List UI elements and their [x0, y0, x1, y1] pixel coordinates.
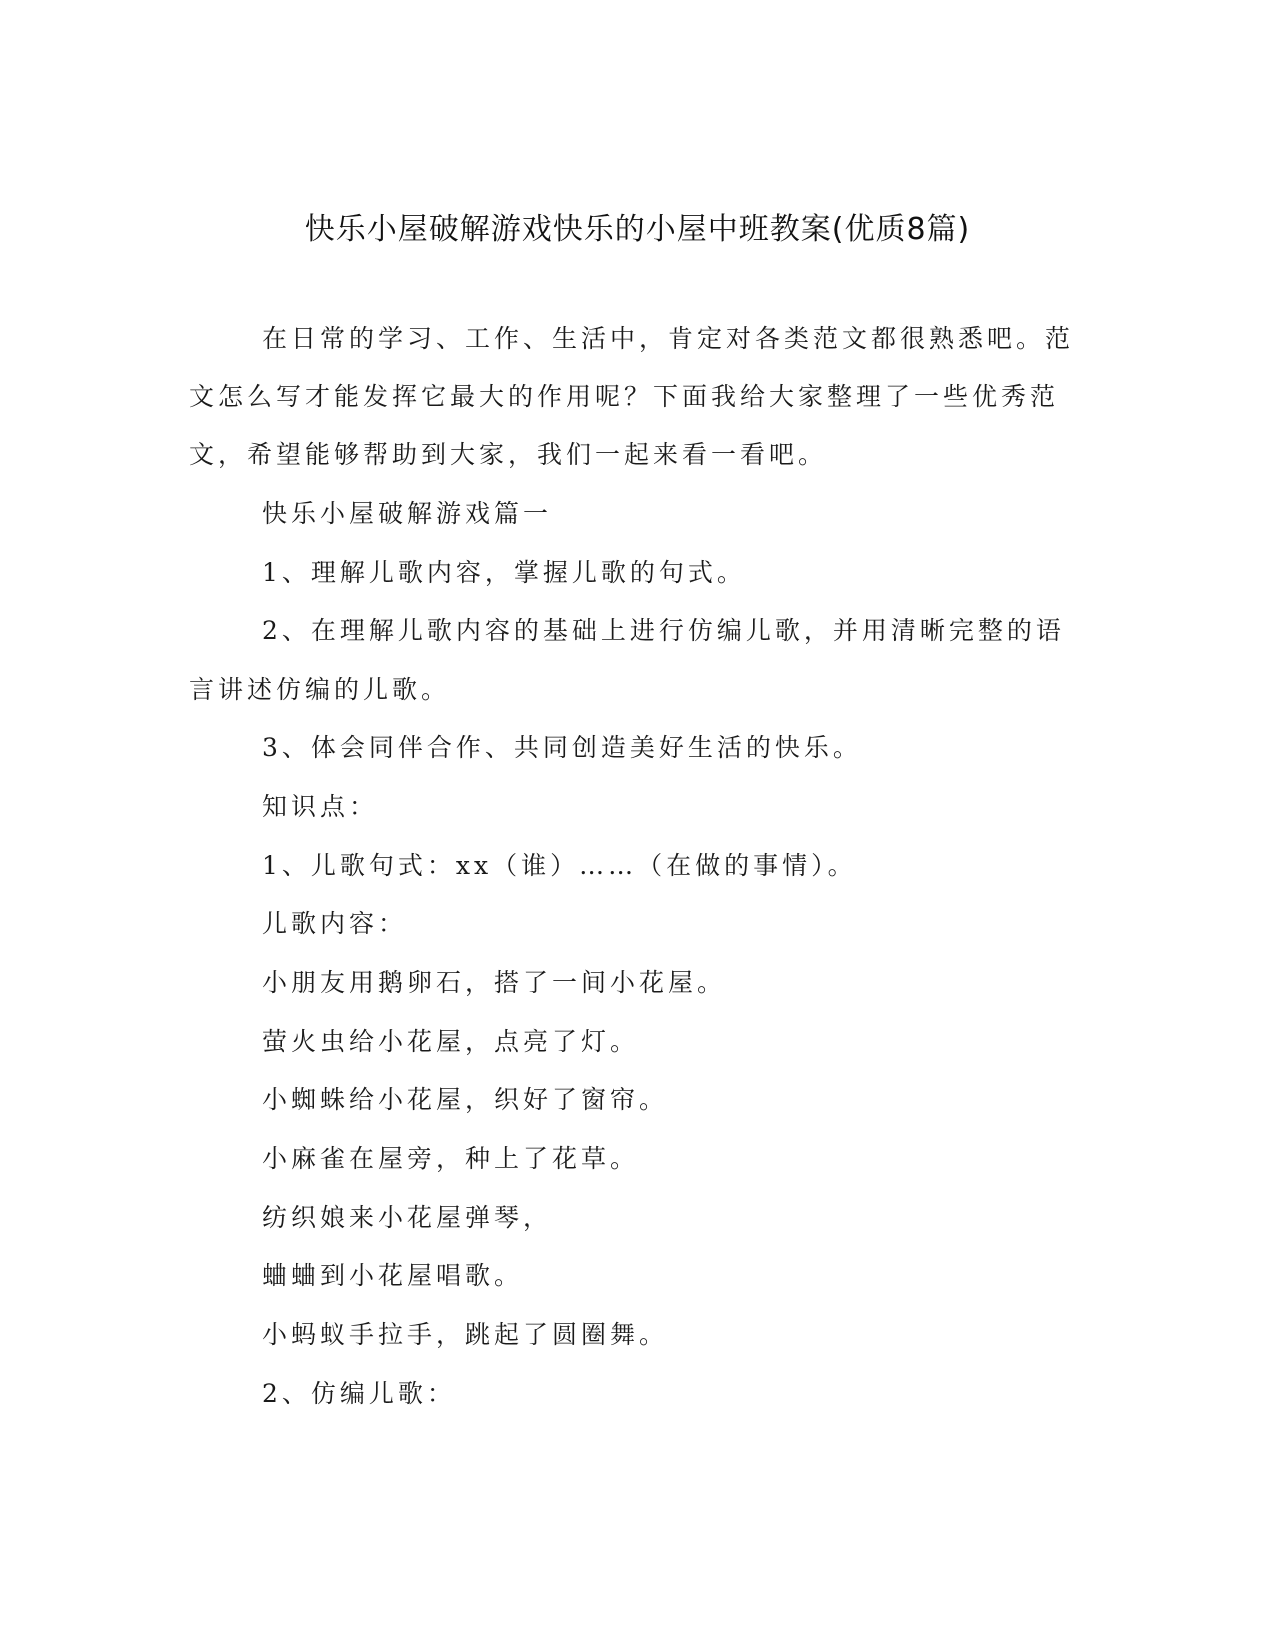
song-line: 小蜘蛛给小花屋，织好了窗帘。 — [262, 1085, 669, 1114]
knowledge-item-1: 1、儿歌句式：xx（谁）……（在做的事情）。 — [262, 851, 857, 880]
song-line: 小朋友用鹅卵石，搭了一间小花屋。 — [262, 968, 727, 997]
intro-line-1: 在日常的学习、工作、生活中，肯定对各类范文都很熟悉吧。范 — [262, 324, 1075, 353]
section-heading: 快乐小屋破解游戏篇一 — [262, 499, 553, 528]
goal-1: 1、理解儿歌内容，掌握儿歌的句式。 — [262, 558, 746, 587]
goal-2-line-2: 言讲述仿编的儿歌。 — [189, 675, 451, 704]
song-line: 纺织娘来小花屋弹琴， — [262, 1203, 553, 1232]
song-line: 小麻雀在屋旁，种上了花草。 — [262, 1144, 640, 1173]
song-line: 小蚂蚁手拉手，跳起了圆圈舞。 — [262, 1320, 669, 1349]
knowledge-heading: 知识点： — [262, 792, 379, 821]
goal-2-line-1: 2、在理解儿歌内容的基础上进行仿编儿歌，并用清晰完整的语 — [262, 616, 1065, 645]
intro-line-2: 文怎么写才能发挥它最大的作用呢？下面我给大家整理了一些优秀范 — [189, 382, 1060, 411]
goal-3: 3、体会同伴合作、共同创造美好生活的快乐。 — [262, 733, 862, 762]
song-line: 蛐蛐到小花屋唱歌。 — [262, 1261, 524, 1290]
intro-line-3: 文，希望能够帮助到大家，我们一起来看一看吧。 — [189, 440, 828, 469]
knowledge-item-2: 2、仿编儿歌： — [262, 1379, 456, 1408]
song-line: 萤火虫给小花屋，点亮了灯。 — [262, 1027, 640, 1056]
document-title: 快乐小屋破解游戏快乐的小屋中班教案(优质8篇) — [304, 212, 971, 247]
song-heading: 儿歌内容： — [262, 909, 408, 938]
